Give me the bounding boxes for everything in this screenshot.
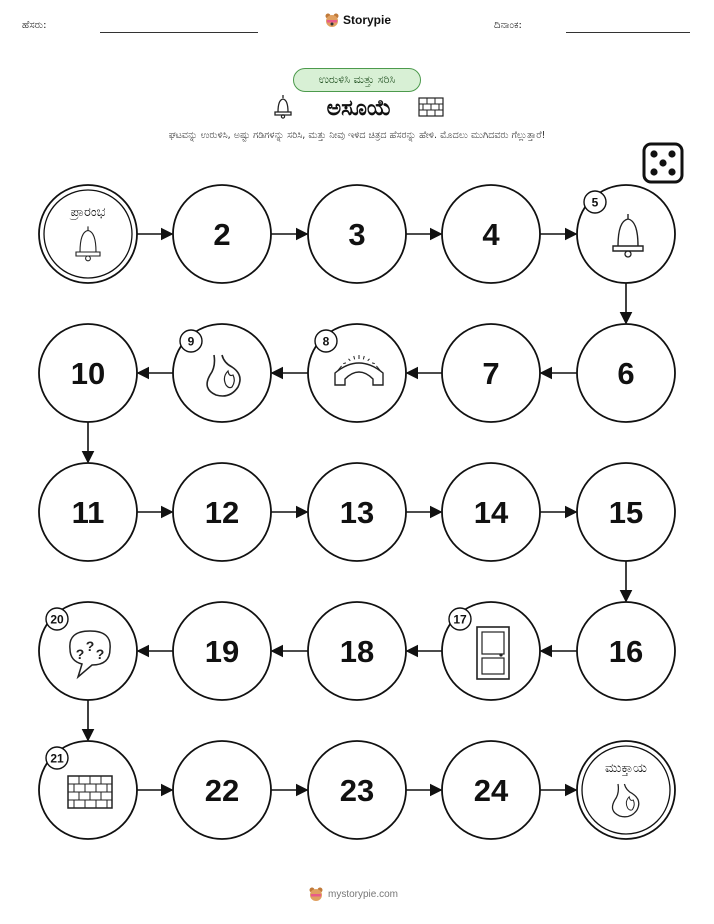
board-cell-9[interactable] bbox=[173, 324, 271, 422]
board-cell-1[interactable] bbox=[39, 185, 137, 283]
brand-name: Storypie bbox=[343, 13, 392, 27]
board-cell-5[interactable] bbox=[577, 185, 675, 283]
board-cell-4[interactable] bbox=[442, 185, 540, 283]
cell-label: ಮುಕ್ತಾಯ bbox=[605, 761, 647, 776]
board-cell-7[interactable] bbox=[442, 324, 540, 422]
svg-text:?: ? bbox=[85, 638, 95, 654]
cell-number: 22 bbox=[204, 773, 240, 808]
cell-number: 16 bbox=[608, 634, 644, 669]
cell-number: 10 bbox=[70, 356, 106, 391]
cell-number: 20 bbox=[50, 612, 64, 627]
board-cell-16[interactable] bbox=[577, 602, 675, 700]
cell-number: 21 bbox=[50, 751, 64, 766]
svg-text:?: ? bbox=[95, 646, 105, 662]
cell-number: 4 bbox=[482, 217, 500, 252]
cell-number: 6 bbox=[617, 356, 635, 391]
date-label: ದಿನಾಂಕ: bbox=[494, 20, 522, 31]
cell-number: 8 bbox=[322, 334, 330, 349]
cell-number: 14 bbox=[473, 495, 509, 530]
cell-number: 15 bbox=[608, 495, 644, 530]
cell-number: 3 bbox=[348, 217, 366, 252]
board-cell-2[interactable] bbox=[173, 185, 271, 283]
board-cell-23[interactable] bbox=[308, 741, 406, 839]
board-cell-14[interactable] bbox=[442, 463, 540, 561]
page-title: ಅಸೂಯೆ bbox=[326, 96, 392, 121]
cell-number: 9 bbox=[187, 334, 195, 349]
board-cell-11[interactable] bbox=[39, 463, 137, 561]
board-cell-6[interactable] bbox=[577, 324, 675, 422]
bear-icon bbox=[308, 886, 324, 902]
cell-number: 12 bbox=[204, 495, 240, 530]
cell-number: 19 bbox=[204, 634, 240, 669]
board-cell-15[interactable] bbox=[577, 463, 675, 561]
board-cell-3[interactable] bbox=[308, 185, 406, 283]
footer-site: mystorypie.com bbox=[328, 888, 399, 900]
cell-number: 5 bbox=[591, 195, 599, 210]
board-cell-10[interactable] bbox=[39, 324, 137, 422]
board-cell-13[interactable] bbox=[308, 463, 406, 561]
cell-number: 13 bbox=[339, 495, 375, 530]
board-cell-21[interactable] bbox=[39, 741, 137, 839]
name-label: ಹೆಸರು: bbox=[22, 20, 47, 31]
board-cell-12[interactable] bbox=[173, 463, 271, 561]
board-cell-24[interactable] bbox=[442, 741, 540, 839]
instructions: ಘಟವನ್ನು ಉರುಳಿಸಿ, ಅಷ್ಟು ಗಡಿಗಳನ್ನು ಸರಿಸಿ, ಮತ್ತು ನೀವು ಇಳಿದ ಚಿತ್ರದ ಹೆಸರನ್ನು ಹೇಳಿ. ಮೊದಲು ಮುಗಿದವರು ಗೆಲ್ಲುತ್ತಾರೆ! bbox=[168, 130, 546, 141]
board-cell-20[interactable] bbox=[39, 602, 137, 700]
board-cell-18[interactable] bbox=[308, 602, 406, 700]
cell-number: 24 bbox=[473, 773, 509, 808]
cell-number: 7 bbox=[482, 356, 500, 391]
board-cell-8[interactable] bbox=[308, 324, 406, 422]
svg-text:?: ? bbox=[75, 646, 85, 662]
cell-number: 18 bbox=[339, 634, 375, 669]
board-cell-19[interactable] bbox=[173, 602, 271, 700]
board-cell-22[interactable] bbox=[173, 741, 271, 839]
game-type-badge: ಉರುಳಿಸಿ ಮತ್ತು ಸರಿಸಿ bbox=[293, 68, 421, 92]
cell-label: ಪ್ರಾರಂಭ bbox=[70, 205, 106, 220]
cell-number: 17 bbox=[453, 612, 467, 627]
footer bbox=[308, 886, 398, 902]
cell-number: 23 bbox=[339, 773, 375, 808]
cell-number: 2 bbox=[213, 217, 231, 252]
cell-number: 11 bbox=[71, 495, 105, 530]
board-cell-25[interactable] bbox=[577, 741, 675, 839]
board-cell-17[interactable] bbox=[442, 602, 540, 700]
